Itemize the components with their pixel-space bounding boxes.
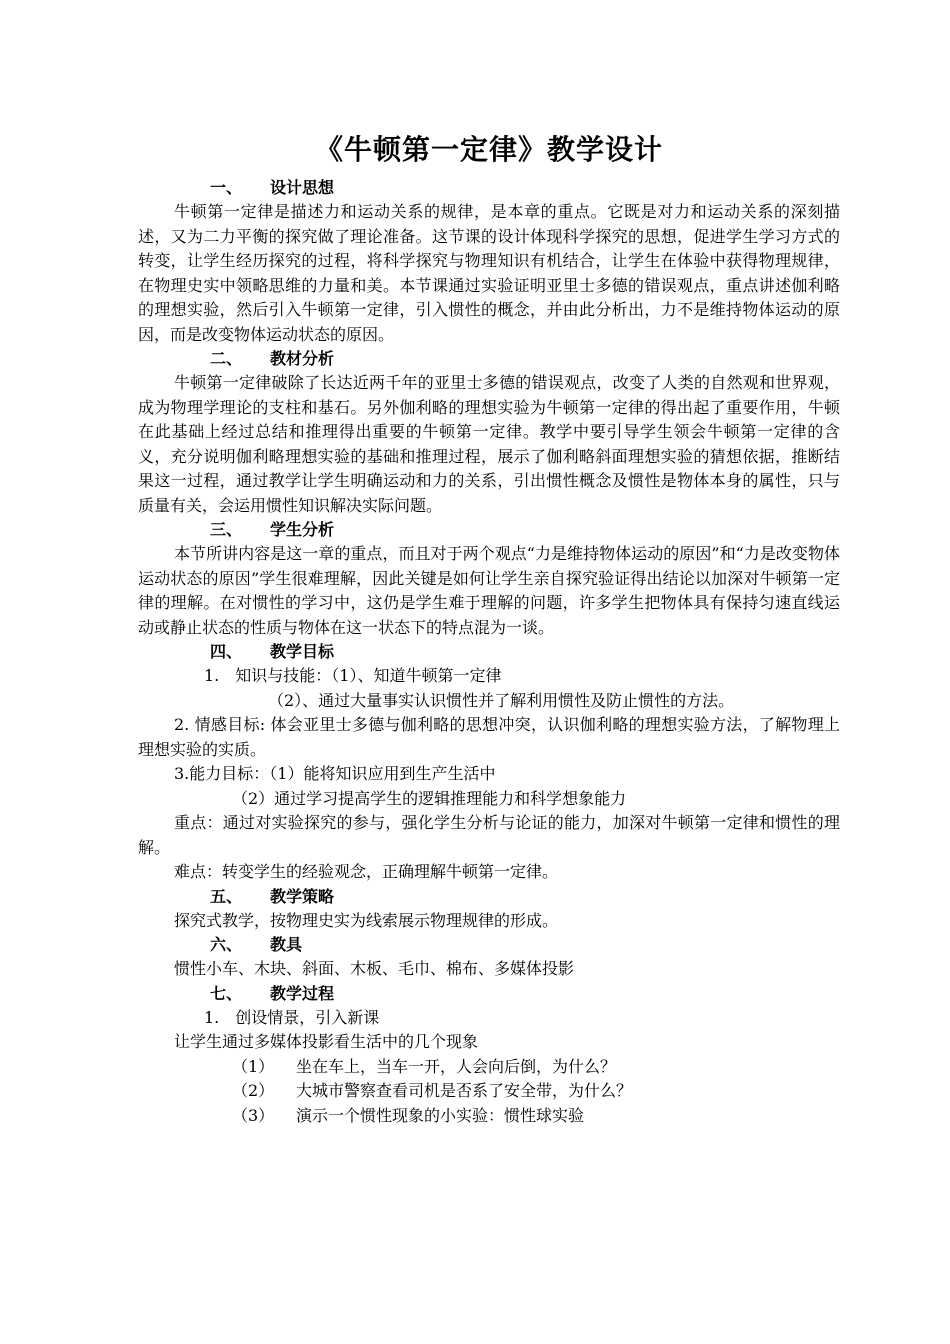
section-number: 六、 — [210, 935, 243, 954]
document-page — [138, 128, 840, 1128]
key-point: 重点：通过对实验探究的参与，强化学生分析与论证的能力，加深对牛顿第一定律和惯性的理解。 — [138, 813, 840, 857]
document-title: 《牛顿第一定律》教学设计 — [314, 133, 663, 166]
section-title: 教具 — [270, 935, 303, 954]
goal-knowledge-1: 1. 知识与技能：（1）、知道牛顿第一定律 — [204, 666, 502, 685]
difficulty-point: 难点：转变学生的经验观念，正确理解牛顿第一定律。 — [174, 862, 559, 881]
section-heading-teaching-goals — [138, 640, 840, 664]
list-item-text: 大城市警察查看司机是否系了安全带，为什么？ — [296, 1081, 633, 1100]
goal-ability-1: 3.能力目标：（1）能将知识应用到生产生活中 — [174, 764, 496, 783]
section-paragraph-student-analysis: 本节所讲内容是这一章的重点，而且对于两个观点“力是维持物体运动的原因”和“力是改变物体运动状态的原因”学生很难理解，因此关键是如何让学生亲自探究验证得出结论以加深对牛顿第一定律的理解。在对惯性的学习中，这仍是学生难于理解的问题，许多学生把物体具有保持匀速直线运动或静止状态的性质与物体在这一状态下的特点混为一谈。 — [138, 544, 840, 637]
section-heading-design-idea — [138, 176, 840, 200]
list-item — [138, 1055, 840, 1080]
section-number: 四、 — [210, 642, 243, 661]
section-title: 教学过程 — [270, 983, 335, 1003]
strategy-text: 探究式教学，按物理史实为线索展示物理规律的形成。 — [174, 910, 559, 930]
section-heading-student-analysis — [138, 518, 840, 542]
section-number: 七、 — [210, 983, 243, 1003]
section-paragraph-design-idea: 牛顿第一定律是描述力和运动关系的规律，是本章的重点。它既是对力和运动关系的深刻描述，又为二力平衡的探究做了理论准备。这节课的设计体现科学探究的思想，促进学生学习方式的转变，让学生经历探究的过程，将科学探究与物理知识有机结合，让学生在体验中获得物理规律，在物理史实中领略思维的力量和美。本节课通过实验证明亚里士多德的错误观点，重点讲述伽利略的理想实验，然后引入牛顿第一定律，引入惯性的概念，并由此分析出，力不是维持物体运动的原因，而是改变物体运动状态的原因。 — [138, 202, 840, 344]
section-title: 设计思想 — [270, 178, 335, 197]
goal-ability-2: （2）通过学习提高学生的逻辑推理能力和科学想象能力 — [232, 788, 627, 808]
section-title: 教学策略 — [270, 886, 335, 906]
list-item — [138, 1104, 840, 1129]
section-title: 教材分析 — [270, 349, 335, 368]
list-item-number: （2） — [232, 1081, 275, 1100]
section-number: 五、 — [210, 886, 243, 906]
process-step-1: 1. 创设情景，引入新课 — [204, 1007, 380, 1027]
section-heading-teaching-strategy — [138, 885, 840, 909]
section-heading-teaching-tools — [138, 933, 840, 957]
section-heading-teaching-process — [138, 982, 840, 1006]
section-title: 教学目标 — [270, 642, 335, 661]
list-item — [138, 1079, 840, 1104]
section-number: 三、 — [210, 520, 243, 539]
tools-text: 惯性小车、木块、斜面、木板、毛巾、棉布、多媒体投影 — [174, 959, 575, 978]
section-paragraph-textbook-analysis: 牛顿第一定律破除了长达近两千年的亚里士多德的错误观点，改变了人类的自然观和世界观，成为物理学理论的支柱和基石。另外伽利略的理想实验为牛顿第一定律的得出起了重要作用，牛顿在此基础上经过总结和推理得出重要的牛顿第一定律。教学中要引导学生领会牛顿第一定律的含义，充分说明伽利略理想实验的基础和推理过程，展示了伽利略斜面理想实验的猜想依据，推断结果这一过程，通过教学让学生明确运动和力的关系，引出惯性概念及惯性是物体本身的属性，只与质量有关，会运用惯性知识解决实际问题。 — [138, 373, 840, 515]
list-item-text: 演示一个惯性现象的小实验：惯性球实验 — [296, 1105, 585, 1125]
goal-knowledge-2: （2）、通过大量事实认识惯性并了解利用惯性及防止惯性的方法。 — [268, 690, 735, 710]
section-title: 学生分析 — [270, 520, 335, 539]
section-number: 二、 — [210, 349, 243, 368]
goal-emotion: 2. 情感目标: 体会亚里士多德与伽利略的思想冲突，认识伽利略的理想实验方法，了解物理上理想实验的实质。 — [138, 715, 840, 759]
section-heading-textbook-analysis — [138, 347, 840, 371]
list-item-number: （3） — [232, 1105, 275, 1125]
list-item-number: （1） — [232, 1056, 275, 1076]
list-item-text: 坐在车上，当车一开，人会向后倒，为什么？ — [296, 1056, 617, 1076]
process-intro: 让学生通过多媒体投影看生活中的几个现象 — [174, 1032, 479, 1051]
section-number: 一、 — [210, 178, 243, 197]
